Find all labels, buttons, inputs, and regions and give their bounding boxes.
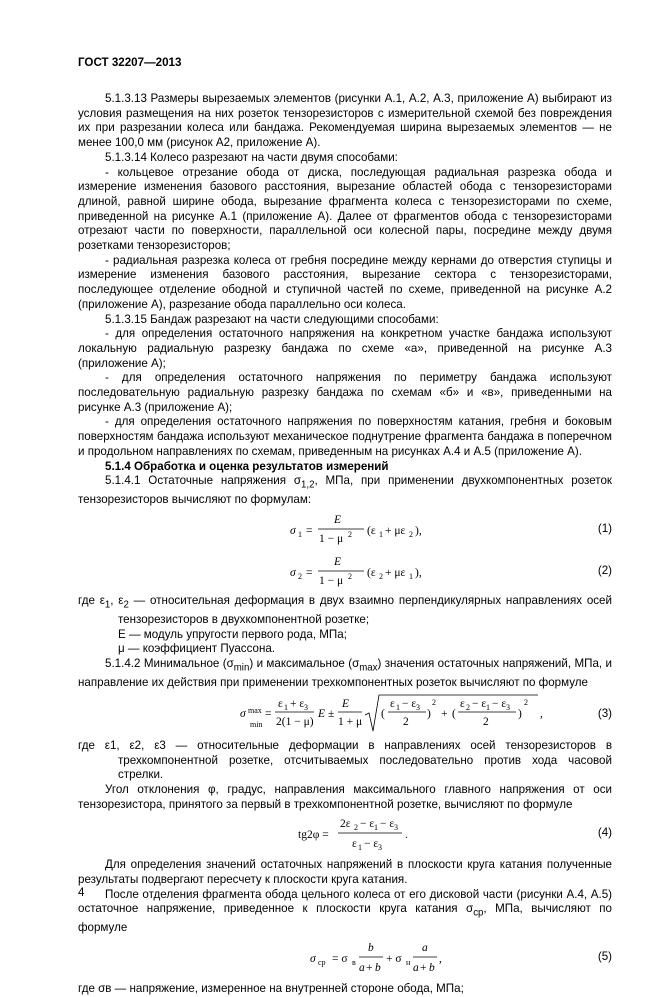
where-epsilon: где $\varepsilon_1$, $\varepsilon_2$ — относительная деформация в двух взаимно перпендикулярных направлениях осей тензорезисторов в двухкомпонентной розетке;: [78, 594, 612, 627]
svg-text:+ ε: + ε: [290, 697, 305, 710]
svg-text:(ε: (ε: [367, 567, 376, 579]
svg-text:2: 2: [483, 715, 489, 728]
svg-text:3: 3: [506, 702, 510, 712]
svg-text:ε: ε: [390, 697, 395, 710]
svg-text:2: 2: [348, 530, 352, 539]
svg-text:+ με: + με: [385, 525, 406, 537]
svg-text:− ε: − ε: [360, 818, 375, 831]
svg-text:2: 2: [403, 715, 409, 728]
paragraph-bandage-b: - для определения остаточного напряжения по периметру бандажа используют последовательную радиальную разрезку бандажа по схемам «б» и «в», приведенными на рисунке А.3 (приложение А);: [78, 371, 612, 414]
equation-number: (4): [597, 826, 612, 840]
paragraph-method-2: - радиальная разрезка колеса от гребня посредине между кернами до отверстия ступицы и измерение изменения базового расстояния, вырезание сектора с тензорезисторами, последующее отделение ободной и ступичной частей по схеме, приведенной на рисунке А.2 (приложение А), разрезание обода параллельно оси колеса.: [78, 253, 612, 311]
svg-text:= σ: = σ: [332, 953, 348, 966]
paragraph-5-1-3-15: 5.1.3.15 Бандаж разрезают на части следующими способами:: [105, 312, 439, 326]
page-header: ГОСТ 32207—2013: [78, 56, 182, 69]
svg-text:max: max: [248, 705, 262, 715]
svg-text:=: =: [306, 525, 313, 537]
equation-number: (1): [597, 522, 612, 535]
svg-text:3: 3: [394, 823, 398, 833]
svg-text:н: н: [406, 958, 411, 968]
svg-text:E: E: [334, 514, 342, 526]
svg-text:=: =: [306, 567, 313, 579]
svg-text:2: 2: [432, 697, 436, 707]
svg-text:a: a: [422, 942, 428, 955]
paragraph-5-1-3-13: 5.1.3.13 Размеры вырезаемых элементов (рисунки А.1, А.2, А.3, приложение А) выбирают из условия размещения на них розеток тензорезисторов с измерительной схемой без повреждения их при разрезании колеса или бандажа. Рекомендуемая ширина вырезаемых элементов — не менее 100,0 мм (рисунок А2, приложение А).: [78, 92, 612, 150]
svg-text:1: 1: [374, 823, 378, 833]
paragraph-recalc: Для определения значений остаточных напряжений в плоскости круга катания полученные результаты подвергают пересчету к плоскости круга катания.: [78, 858, 612, 887]
svg-text:(ε: (ε: [367, 525, 376, 537]
svg-text:1 − μ: 1 − μ: [319, 575, 344, 587]
svg-text:(: (: [452, 707, 456, 720]
svg-text:,: ,: [540, 707, 543, 720]
svg-text:1: 1: [486, 702, 490, 712]
equation-number: (5): [597, 950, 612, 964]
svg-text:2ε: 2ε: [340, 818, 351, 831]
svg-text:): ): [427, 707, 431, 720]
svg-text:σ: σ: [240, 707, 246, 720]
svg-text:E: E: [342, 697, 350, 710]
svg-text:− ε: − ε: [364, 838, 379, 851]
svg-text:E: E: [334, 556, 342, 568]
svg-text:2: 2: [348, 572, 352, 581]
svg-text:ε: ε: [460, 697, 465, 710]
svg-text:+: +: [441, 707, 448, 720]
where-e: E — модуль упругости первого рода, МПа;: [118, 627, 347, 641]
where-epsilon-3: где ε1, ε2, ε3 — относительные деформации в направлениях осей тензорезисторов в трехкомпонентной розетке, отсчитываемых последовательно против хода часовой стрелки.: [78, 738, 612, 782]
svg-text:b: b: [368, 942, 374, 955]
svg-text:− ε: − ε: [402, 697, 417, 710]
equation-4: [78, 814, 612, 856]
section-heading-5-1-4: 5.1.4 Обработка и оценка результатов измерений: [105, 459, 389, 473]
equation-2: [78, 552, 612, 592]
svg-text:): ): [518, 707, 522, 720]
equation-number: (3): [597, 706, 612, 720]
svg-text:),: ),: [415, 525, 422, 537]
paragraph-bandage-a: - для определения остаточного напряжения на конкретном участке бандажа используют локальную радиальную разрезку бандажа по схеме «а», приведенной на рисунке А.3 (приложение А);: [78, 327, 612, 370]
svg-text:2: 2: [409, 530, 413, 539]
svg-text:,: ,: [439, 953, 442, 966]
svg-text:2: 2: [379, 572, 383, 581]
svg-text:в: в: [352, 958, 356, 968]
svg-text:+: +: [366, 962, 373, 975]
svg-text:min: min: [250, 719, 263, 729]
equation-3: [78, 693, 612, 737]
document-body: [78, 92, 612, 997]
paragraph-method-1: - кольцевое отрезание обода от диска, последующая радиальная разрезка обода и измерение изменения базового расстояния, вырезание областей обода с тензорезисторами длиной, равной ширине обода, вырезание фрагмента колеса с тензорезисторами по схеме, приведенной на рисунке А.1 (приложение А). Далее от фрагментов обода с тензорезисторами отрезают части по поверхности, параллельной оси колесной пары, посредине между двумя розетками тензорезисторов;: [78, 165, 612, 253]
svg-text:2: 2: [466, 702, 470, 712]
svg-text:tg2φ =: tg2φ =: [298, 829, 329, 842]
svg-text:=: =: [265, 707, 272, 720]
svg-text:3: 3: [416, 702, 420, 712]
equation-5: [78, 938, 612, 980]
svg-text:.: .: [405, 829, 408, 842]
svg-text:a: a: [413, 962, 419, 975]
svg-text:1: 1: [284, 702, 288, 712]
svg-text:− ε: − ε: [492, 697, 507, 710]
svg-text:),: ),: [415, 567, 422, 579]
where-mu: μ — коэффициент Пуассона.: [118, 642, 276, 656]
svg-text:2: 2: [354, 823, 358, 833]
svg-text:1 + μ: 1 + μ: [338, 715, 363, 728]
svg-text:b: b: [429, 962, 435, 975]
svg-text:±: ±: [328, 707, 335, 720]
paragraph-bandage-c: - для определения остаточного напряжения по поверхностям катания, гребня и боковым поверхностям бандажа используют механическое поднутрение фрагмента бандажа в поперечном и продольном направлениях по схемам, приведенным на рисунках А.4 и А.5 (приложение А).: [78, 415, 612, 458]
svg-text:1: 1: [409, 572, 413, 581]
svg-text:2: 2: [524, 697, 528, 707]
svg-text:ср: ср: [318, 958, 326, 968]
svg-text:(: (: [381, 707, 385, 720]
svg-text:E: E: [318, 707, 326, 720]
svg-text:1: 1: [396, 702, 400, 712]
svg-text:+ σ: + σ: [386, 953, 402, 966]
svg-text:σ: σ: [290, 567, 296, 579]
paragraph-5-1-4-2: 5.1.4.2 Минимальное $(\sigma_{min})$ и максимальное $(\sigma_{max})$ значения остаточных напряжений, МПа, и направление их действия при применении трехкомпонентных розеток вычисляют по формуле: [78, 657, 612, 690]
paragraph-5-1-3-14: 5.1.3.14 Колесо разрезают на части двумя способами:: [105, 150, 398, 164]
svg-text:1: 1: [358, 843, 362, 853]
svg-text:σ: σ: [290, 525, 296, 537]
svg-text:3: 3: [378, 843, 382, 853]
svg-text:− ε: − ε: [472, 697, 487, 710]
paragraph-5-1-4-1: 5.1.4.1 Остаточные напряжения $\sigma_{1,2}$, МПа, при применении двухкомпонентных розеток тензорезисторов вычисляют по формулам:: [78, 474, 612, 507]
equation-1: [78, 510, 612, 550]
svg-text:2(1 − μ): 2(1 − μ): [276, 715, 314, 728]
svg-text:+: +: [420, 962, 427, 975]
svg-text:2: 2: [298, 572, 302, 581]
svg-text:+ με: + με: [385, 567, 406, 579]
svg-text:σ: σ: [310, 953, 316, 966]
svg-text:1 − μ: 1 − μ: [319, 533, 344, 545]
svg-text:ε: ε: [352, 838, 357, 851]
where-sigma-v: где σв — напряжение, измеренное на внутренней стороне обода, МПа;: [78, 982, 464, 996]
svg-text:− ε: − ε: [380, 818, 395, 831]
svg-text:3: 3: [304, 702, 308, 712]
svg-text:1: 1: [379, 530, 383, 539]
svg-text:b: b: [375, 962, 381, 975]
equation-number: (2): [597, 564, 612, 577]
paragraph-after-separation: После отделения фрагмента обода цельного колеса от его дисковой части (рисунки А.4, А.5) остаточное напряжение, приведенное к плоскости круга катания $\sigma_{ср}$, МПа, вычисляют по формуле: [78, 887, 613, 935]
page-number: 4: [78, 886, 85, 899]
svg-text:ε: ε: [278, 697, 283, 710]
svg-text:1: 1: [298, 530, 302, 539]
svg-text:a: a: [359, 962, 365, 975]
paragraph-angle: Угол отклонения φ, градус, направления максимального главного напряжения от оси тензорезистора, принятого за первый в трехкомпонентной розетке, вычисляют по формуле: [78, 782, 612, 811]
